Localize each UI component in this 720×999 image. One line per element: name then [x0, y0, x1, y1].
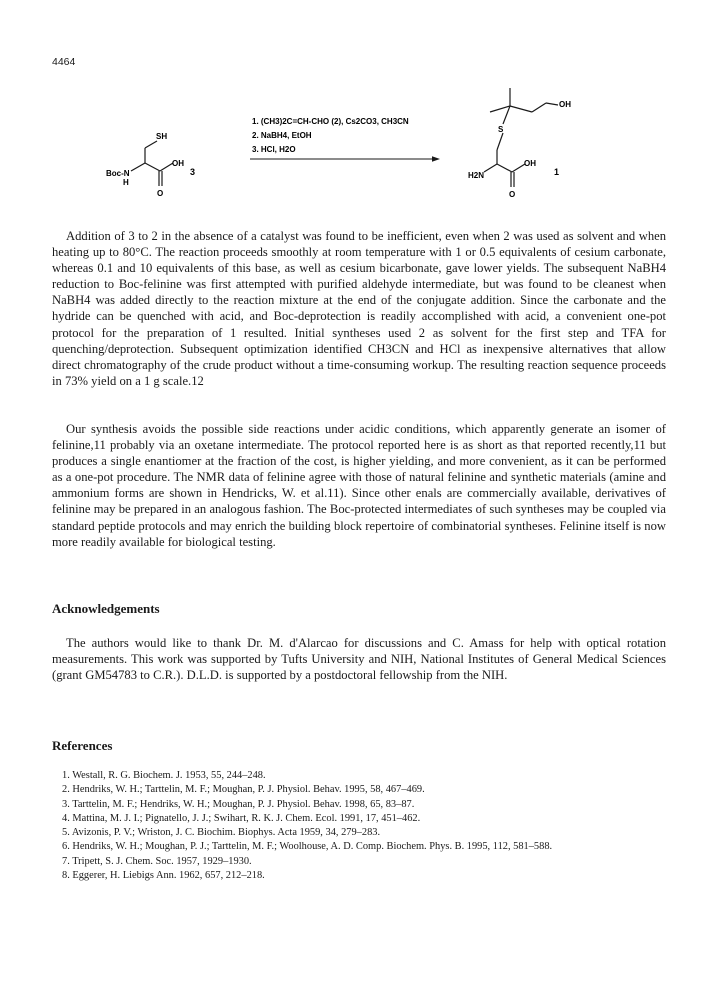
page-number: 4464	[52, 56, 76, 68]
reference-item: 6. Hendriks, W. H.; Moughan, P. J.; Tarttelin, M. F.; Woolhouse, A. D. Comp. Biochem. Phys. B. 1995, 112, 581–588.	[62, 841, 553, 853]
product-s-label: S	[498, 125, 504, 134]
paragraph-discussion: Our synthesis avoids the possible side reactions under acidic conditions, which apparently generate an isomer of felinine,11 probably via an oxetane intermediate. The protocol reported here is as short as that reported recently,11 but produces a single enantiomer at the fraction of the cost, is higher yielding, and more convenient, as it can be performed as a one-pot procedure. The NMR data of felinine agree with those of natural felinine and synthetic materials (amine and ammonium forms are shown in Hendricks, W. et al.11). Since other enals are commercially available, derivatives of felinine may be prepared in an analogous fashion. The Boc-protected intermediates of such syntheses may be coupled via standard peptide protocols and may enrich the building block repertoire of combinatorial syntheses. Felinine itself is now more readily available for biological testing.	[52, 422, 666, 549]
references-heading: References	[52, 738, 113, 753]
product-h2n-label: H2N	[468, 171, 485, 180]
product-bonds	[484, 88, 558, 187]
reaction-arrow	[250, 156, 440, 162]
reactant-boc-n-label: Boc-N	[106, 169, 130, 178]
condition-step-3: 3. HCl, H2O	[252, 145, 296, 154]
references-list	[62, 769, 682, 883]
reactant-h-label: H	[123, 178, 129, 187]
reference-item: 1. Westall, R. G. Biochem. J. 1953, 55, 244–248.	[62, 770, 266, 781]
reference-item: 8. Eggerer, H. Liebigs Ann. 1962, 657, 212–218.	[62, 870, 265, 882]
acknowledgements-heading: Acknowledgements	[52, 601, 160, 616]
reactant-bonds	[131, 141, 173, 186]
product-o-label: O	[509, 190, 516, 199]
product-oh-top-label: OH	[559, 100, 571, 109]
reaction-scheme	[88, 86, 628, 226]
paragraph-synthesis: Addition of 3 to 2 in the absence of a catalyst was found to be inefficient, even when 2 was used as solvent and when heating up to 80°C. The reaction proceeds smoothly at room temperature with 1 or 0.5 equivalents of cesium carbonate, whereas 0.1 and 10 equivalents of this base, as well as cesium bicarbonate, gave lower yields. The subsequent NaBH4 reduction to Boc-felinine was first attempted with purified aldehyde intermediate, but was found to be cleanest when NaBH4 was added directly to the reaction mixture at the end of the conjugate addition. Since the carbonate and the hydride can be quenched with acid, and Boc-deprotection is readily accomplished with acid, a convenient one-pot protocol for the preparation of 1 resulted. Initial syntheses used 2 as solvent for the first step and TFA for quenching/deprotection. Subsequent optimization identified CH3CN and HCl as inexpensive alternatives that allow direct chromatography of the crude product without a time-consuming workup. The resulting reaction sequence proceeds in 73% yield on a 1 g scale.12	[52, 229, 666, 388]
reference-item: 3. Tarttelin, M. F.; Hendriks, W. H.; Moughan, P. J. Physiol. Behav. 1998, 65, 83–87.	[62, 798, 415, 810]
product-oh-label: OH	[524, 159, 536, 168]
reference-item: 7. Tripett, S. J. Chem. Soc. 1957, 1929–1930.	[62, 855, 252, 867]
reaction-scheme-drawing	[88, 86, 628, 226]
reference-item: 5. Avizonis, P. V.; Wriston, J. C. Biochim. Biophys. Acta 1959, 34, 279–283.	[62, 827, 381, 839]
reactant-oh-label: OH	[172, 159, 184, 168]
compound-1-label: 1	[554, 167, 560, 177]
reactant-sh-label: SH	[156, 132, 168, 141]
condition-step-1: 1. (CH3)2C=CH-CHO (2), Cs2CO3, CH3CN	[252, 117, 409, 126]
condition-step-2: 2. NaBH4, EtOH	[252, 131, 312, 140]
reference-item: 4. Mattina, M. J. I.; Pignatello, J. J.; Swihart, R. K. J. Chem. Ecol. 1991, 17, 451–462.	[62, 812, 421, 824]
acknowledgements-text: The authors would like to thank Dr. M. d'Alarcao for discussions and C. Amass for help with optical rotation measurements. This work was supported by Tufts University and NIH, National Institutes of General Medical Sciences (grant GM54783 to C.R.). D.L.D. is supported by a postdoctoral fellowship from the NIH.	[52, 636, 666, 683]
compound-3-label: 3	[190, 167, 196, 177]
reference-item: 2. Hendriks, W. H.; Tarttelin, M. F.; Moughan, P. J. Physiol. Behav. 1995, 58, 467–469.	[62, 784, 425, 796]
reactant-o-label: O	[157, 189, 164, 198]
